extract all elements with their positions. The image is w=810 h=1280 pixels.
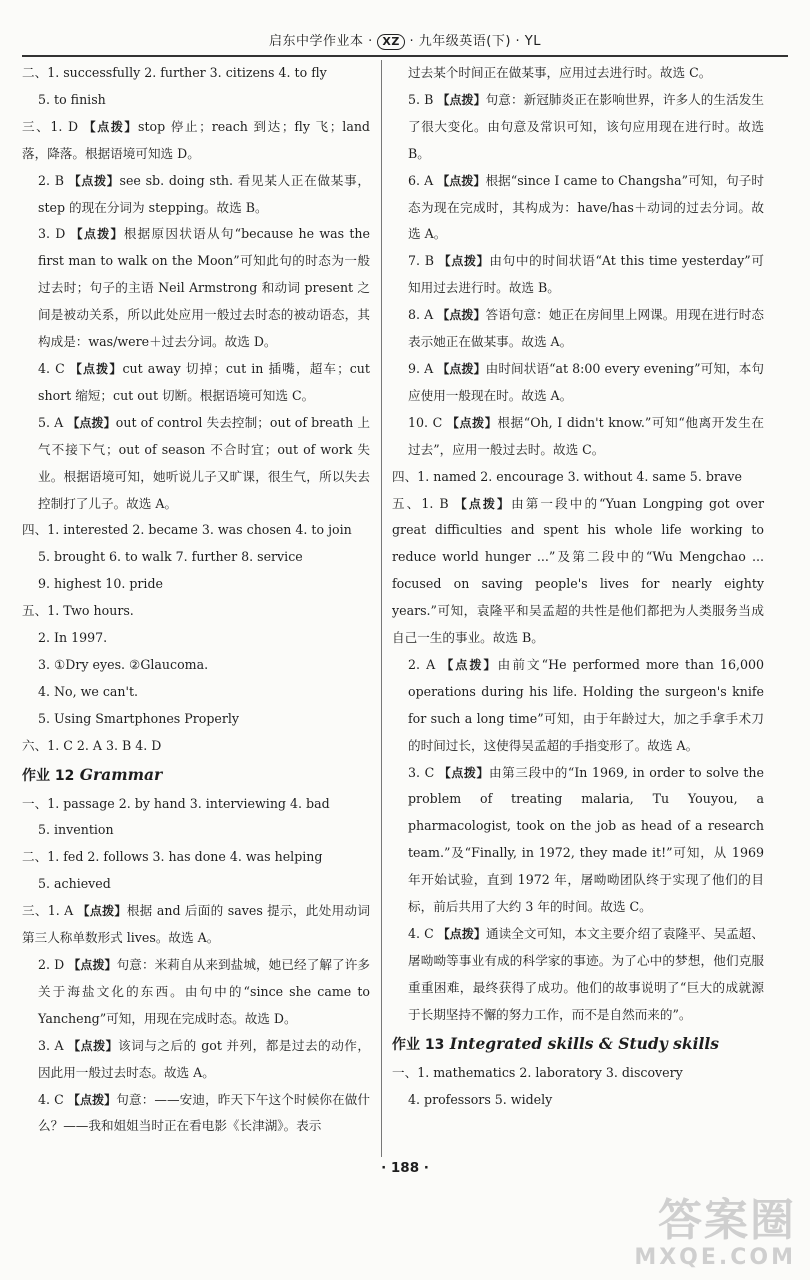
answer-paragraph: [392, 302, 764, 356]
left-column: [22, 60, 370, 1140]
answer-paragraph: [22, 817, 370, 844]
answer-text: 2. A: [408, 656, 442, 672]
answer-paragraph: [392, 410, 764, 464]
answer-text: 2. D: [38, 957, 69, 972]
answer-paragraph: [22, 221, 370, 356]
explanation-text: 句意：新冠肺炎正在影响世界，许多人的生活发生了很大变化。由句意及常识可知，该句应用现在进行时。故选 B。: [408, 91, 764, 161]
answer-text: 9. A: [408, 360, 438, 376]
answer-text: 六、1. C 2. A 3. B 4. D: [22, 737, 162, 753]
answer-text: 五、1. Two hours.: [22, 603, 134, 619]
answer-text: 5. invention: [38, 822, 114, 838]
watermark-small: MXQE.COM: [634, 1245, 796, 1270]
answer-paragraph: [22, 356, 370, 410]
explanation-text: cut away 切掉；cut in 插嘴，超车；cut short 缩短；cut out 切断。根据语境可知选 C。: [38, 360, 370, 403]
explanation-text: 由第三段中的“In 1969, in order to solve the problem of treating malaria, Tu Youyou, a pharmacologist, took on the job as head of a research team.”及“Finally, in 1972, they made it!”可知，从 1969 年开始试验，直到 1972 年，屠呦呦团队终于实现了他们的目标，前后共用了大约 3 年的时间。故选 C。: [408, 764, 764, 915]
answer-paragraph: [22, 625, 370, 652]
answer-paragraph: [22, 168, 370, 222]
hint-label: 【点拨】: [438, 254, 490, 269]
explanation-text: 通读全文可知，本文主要介绍了袁隆平、吴孟超、屠呦呦等事业有成的科学家的事迹。为了心中的梦想，他们克服重重困难，最终获得了成功。他们的故事说明了“巨大的成就源于长期坚持不懈的努力工作，而不是自然而来的”。: [408, 926, 764, 1022]
answer-text: 4. C: [408, 926, 438, 941]
hint-label: 【点拨】: [70, 227, 124, 242]
hint-label: 【点拨】: [69, 361, 123, 376]
answer-paragraph: [22, 598, 370, 625]
answer-text: 5. achieved: [38, 876, 111, 892]
answer-paragraph: [22, 1033, 370, 1087]
answer-paragraph: [22, 898, 370, 952]
answer-text: 过去某个时间正在做某事，应用过去进行时。故选 C。: [408, 65, 712, 80]
answer-paragraph: [392, 652, 764, 760]
answer-paragraph: [22, 571, 370, 598]
section-name: Integrated skills & Study skills: [449, 1033, 719, 1053]
answer-paragraph: [22, 114, 370, 168]
hint-label: 【点拨】: [67, 415, 116, 430]
section-number: 作业 12: [22, 767, 75, 784]
explanation-text: 根据“since I came to Changsha”可知，句子时态为现在完成时，其构成为：have/has＋动词的过去分词。故选 A。: [408, 172, 764, 242]
xz-badge: XZ: [377, 34, 404, 50]
header-left: 启东中学作业本 ·: [268, 34, 373, 49]
explanation-text: 由句中的时间状语“At this time yesterday”可知用过去进行时。故选 B。: [408, 253, 764, 296]
answer-paragraph: [22, 733, 370, 760]
hint-label: 【点拨】: [83, 119, 139, 134]
answer-text: 5. to finish: [38, 91, 106, 107]
section-number: 作业 13: [392, 1036, 445, 1053]
answer-paragraph: [392, 1087, 764, 1114]
hint-label: 【点拨】: [437, 927, 486, 941]
answer-text: 3. ①Dry eyes. ②Glaucoma.: [38, 656, 209, 672]
answer-text: 4. C: [38, 1091, 68, 1107]
answer-text: 4. C: [38, 360, 70, 376]
answer-paragraph: [392, 491, 764, 652]
answer-text: 二、1. successfully 2. further 3. citizens 4. to fly: [22, 65, 327, 80]
answer-paragraph: [22, 844, 370, 871]
answer-paragraph: [392, 921, 764, 1029]
answer-paragraph: [22, 706, 370, 733]
answer-text: 9. highest 10. pride: [38, 576, 163, 592]
hint-label: 【点拨】: [77, 904, 127, 919]
explanation-text: 由前文“He performed more than 16,000 operations during his life. Holding the surgeon's knife for such a long time”可知，由于年龄过大，加之手拿手术刀的时间过长，这使得吴孟超的手指变形了。故选 A。: [408, 656, 764, 753]
answer-paragraph: [22, 87, 370, 114]
answer-text: 四、1. named 2. encourage 3. without 4. same 5. brave: [392, 468, 742, 484]
explanation-text: 该词与之后的 got 并列，都是过去的动作，因此用一般过去时态。故选 A。: [38, 1037, 370, 1080]
answer-text: 2. In 1997.: [38, 630, 108, 646]
answer-text: 7. B: [408, 253, 439, 269]
answer-text: 四、1. interested 2. became 3. was chosen 4. to join: [22, 522, 352, 538]
answer-text: 3. D: [38, 226, 71, 242]
hint-label: 【点拨】: [437, 173, 486, 188]
explanation-text: 句意：——安迪，昨天下午这个时候你在做什么？——我和姐姐当时正在看电影《长津湖》。表示: [38, 1091, 370, 1134]
explanation-text: 句意：米莉自从来到盐城，她已经了解了许多关于海盐文化的东西。由句中的“since she came to Yancheng”可知，用现在完成时态。故选 D。: [38, 957, 370, 1026]
explanation-text: 根据“Oh, I didn't know.”可知“他离开发生在过去”，应用一般过去时。故选 C。: [408, 414, 764, 457]
answer-text: 8. A: [408, 307, 438, 323]
answer-paragraph: [392, 1060, 764, 1087]
answer-text: 5. A: [38, 414, 68, 430]
answer-paragraph: [22, 410, 370, 518]
answer-paragraph: [22, 517, 370, 544]
answer-paragraph: [392, 168, 764, 249]
answer-text: 5. B: [408, 91, 438, 107]
hint-label: 【点拨】: [67, 1092, 117, 1107]
hint-label: 【点拨】: [437, 361, 486, 376]
page-header: [0, 30, 810, 50]
answer-text: 五、1. B: [392, 495, 455, 511]
explanation-text: 根据原因状语从句“because he was the first man to walk on the Moon”可知此句的时态为一般过去时；句子的主语 Neil Armstrong 和动词 present 之间是被动关系，所以此处应用一般过去时态的被动语态，其构成是：was/were＋过去分词。故选 D。: [38, 226, 370, 350]
answer-paragraph: [392, 248, 764, 302]
answer-paragraph: [22, 60, 370, 87]
answer-text: 6. A: [408, 172, 438, 188]
section-title: [392, 1029, 764, 1060]
answer-paragraph: [392, 464, 764, 491]
answer-paragraph: [392, 60, 764, 87]
explanation-text: 由第一段中的“Yuan Longping got over great difficulties and spent his whole life working to reduce world hunger ...”及第二段中的“Wu Mengchao ... focused on saving people's lives for nearly eighty years.”可知，袁隆平和吴孟超的共性是他们都把为人类服务当成自己一生的事业。故选 B。: [392, 495, 764, 646]
answer-paragraph: [22, 791, 370, 818]
hint-label: 【点拨】: [437, 308, 486, 323]
section-title: [22, 760, 370, 791]
answer-text: 4. professors 5. widely: [408, 1091, 553, 1107]
answer-text: 4. No, we can't.: [38, 683, 139, 699]
answer-paragraph: [22, 679, 370, 706]
hint-label: 【点拨】: [68, 173, 120, 188]
answer-text: 一、1. passage 2. by hand 3. interviewing 4. bad: [22, 795, 330, 811]
answer-text: 三、1. A: [22, 903, 78, 919]
hint-label: 【点拨】: [68, 958, 117, 972]
answer-paragraph: [392, 356, 764, 410]
hint-label: 【点拨】: [437, 92, 486, 107]
explanation-text: 根据 and 后面的 saves 提示，此处用动词第三人称单数形式 lives。故选 A。: [22, 903, 370, 946]
explanation-text: 答语句意：她正在房间里上网课。用现在进行时态表示她正在做某事。故选 A。: [408, 307, 764, 350]
answer-text: 三、1. D: [22, 118, 84, 134]
hint-label: 【点拨】: [446, 415, 498, 430]
hint-label: 【点拨】: [454, 496, 512, 511]
explanation-text: see sb. doing sth. 看见某人正在做某事，step 的现在分词为 stepping。故选 B。: [38, 172, 370, 215]
answer-text: 5. brought 6. to walk 7. further 8. service: [38, 549, 303, 565]
answer-paragraph: [22, 952, 370, 1033]
answer-text: 2. B: [38, 172, 69, 188]
answer-text: 3. A: [38, 1037, 69, 1053]
column-divider: [381, 60, 382, 1157]
answer-text: 10. C: [408, 414, 447, 430]
header-right: · 九年级英语(下) · YL: [409, 34, 541, 49]
answer-text: 5. Using Smartphones Properly: [38, 710, 239, 726]
explanation-text: 由时间状语“at 8:00 every evening”可知，本句应使用一般现在时。故选 A。: [408, 360, 764, 403]
watermark-logo: [626, 1196, 796, 1276]
answer-text: 3. C: [408, 764, 439, 780]
header-rule: [22, 55, 788, 57]
watermark-big: 答案圈: [658, 1195, 796, 1246]
answer-paragraph: [22, 652, 370, 679]
section-name: Grammar: [79, 764, 163, 784]
hint-label: 【点拨】: [441, 657, 498, 672]
hint-label: 【点拨】: [68, 1038, 119, 1053]
answer-text: 二、1. fed 2. follows 3. has done 4. was helping: [22, 849, 323, 865]
answer-paragraph: [392, 760, 764, 921]
answer-paragraph: [22, 1087, 370, 1141]
answer-text: 一、1. mathematics 2. laboratory 3. discovery: [392, 1064, 683, 1080]
answer-paragraph: [22, 544, 370, 571]
page-number: · 188 ·: [381, 1160, 429, 1176]
explanation-text: stop 停止；reach 到达；fly 飞；land 落，降落。根据语境可知选 D。: [22, 118, 370, 161]
explanation-text: out of control 失去控制；out of breath 上气不接下气；out of season 不合时宜；out of work 失业。根据语境可知，她听说儿子又旷课，很生气，所以失去控制打了儿子。故选 A。: [38, 414, 370, 511]
right-column: [392, 60, 764, 1113]
answer-paragraph: [22, 871, 370, 898]
hint-label: 【点拨】: [438, 765, 489, 780]
answer-paragraph: [392, 87, 764, 168]
